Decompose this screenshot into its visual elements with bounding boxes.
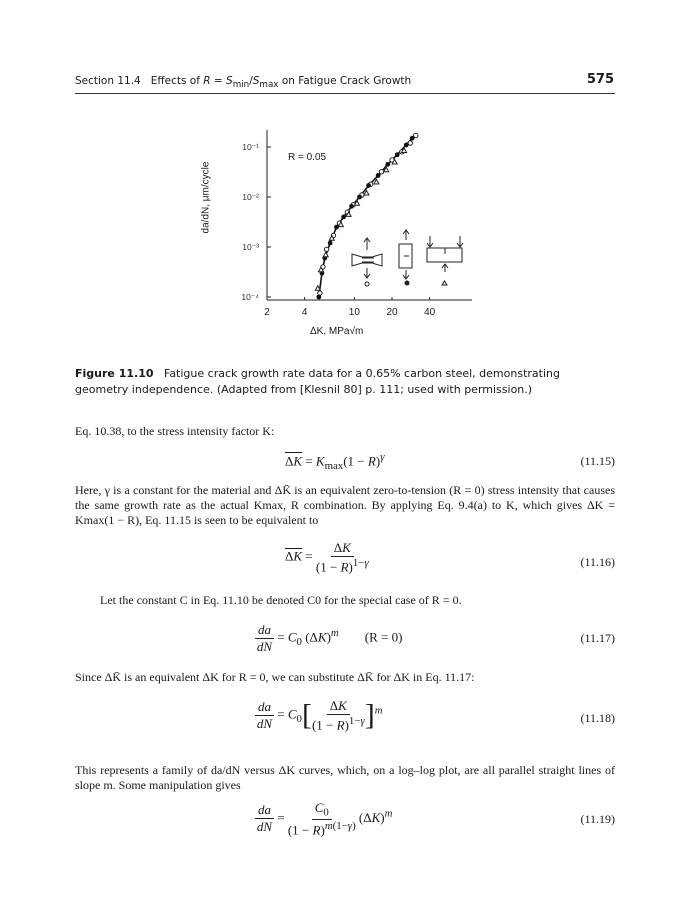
equation-condition: (R = 0): [364, 629, 403, 645]
equation-11-16: ΔK = $\frac{\Delta K}{(1 - R)^{1-\gamma}}$: [285, 540, 369, 575]
x-tick-label: 2: [264, 307, 270, 318]
arrow-down-icon: [403, 270, 409, 279]
header-r: R: [203, 75, 211, 87]
paragraph-1: Eq. 10.38, to the stress intensity factor K:: [75, 424, 275, 438]
specimen-schematics: [352, 230, 463, 286]
data-point-filled-circle: [385, 162, 390, 167]
arrow-down-icon: [457, 236, 463, 247]
header-section-prefix: Section 11.4 Effects of: [75, 75, 204, 87]
paragraph-5: This represents a family of da/dN versus ΔK curves, which, on a log–log plot, are all parallel straight lines of slope m. Some manipulation gives: [75, 763, 615, 792]
header-smax: S: [252, 75, 260, 87]
paragraph-2: Here, γ is a constant for the material and ΔK̄ is an equivalent zero-to-tension (R = 0) stress intensity that causes the same growth rate as the actual Kmax, R combination. By applying Eq. 9.4(a) to K, which gives ΔK = Kmax(1 − R), Eq. 11.15 is seen to be equivalent to: [75, 483, 615, 527]
bend-specimen-icon: [427, 248, 462, 262]
data-point-open-circle: [408, 141, 412, 145]
page-number: 575: [586, 72, 614, 87]
data-point-filled-circle: [395, 152, 400, 157]
data-point-filled-circle: [341, 214, 346, 219]
data-point-filled-circle: [376, 173, 381, 178]
x-axis-label: ΔK, MPa√m: [310, 326, 364, 337]
arrow-up-icon: [442, 264, 448, 272]
x-tick-label: 10: [348, 307, 360, 318]
data-point-filled-circle: [410, 136, 415, 141]
data-point-open-circle: [379, 170, 383, 174]
figure-caption: [75, 366, 605, 398]
equation-number: (11.18): [580, 711, 615, 725]
data-point-filled-circle: [328, 241, 333, 246]
y-tick-label: 10⁻⁴: [241, 292, 259, 302]
y-tick-label: 10⁻²: [242, 192, 259, 202]
arrow-down-icon: [427, 236, 433, 247]
filled-circle-legend-marker: [405, 281, 409, 285]
figure-caption-text: Fatigue crack growth rate data for a 0.65% carbon steel, demonstrating geometry independence. (Adapted from [Klesnil 80] p. 111; used with permission.): [75, 367, 560, 396]
paragraph-3: Let the constant C in Eq. 11.10 be denoted C0 for the special case of R = 0.: [100, 593, 462, 607]
arrow-up-icon: [403, 230, 409, 240]
trend-curve: [319, 138, 412, 297]
center-cracked-specimen-icon: [352, 254, 382, 266]
figure-chart: [0, 0, 690, 360]
header-eq: =: [210, 75, 227, 87]
data-point-filled-circle: [316, 295, 321, 300]
header-smin: S: [226, 75, 233, 87]
x-tick-label: 4: [301, 307, 308, 318]
data-point-open-circle: [318, 291, 322, 295]
equation-11-15: $\Delta K = K_{max}(1 - R)^\gamma$: [285, 451, 385, 472]
data-point-filled-circle: [349, 204, 354, 209]
data-point-filled-circle: [366, 183, 371, 188]
data-point-filled-circle: [357, 195, 362, 200]
open-circle-legend-marker: [365, 282, 369, 286]
data-point-open-triangle: [323, 252, 328, 256]
equation-number: (11.15): [580, 454, 615, 468]
equation-number: (11.16): [580, 555, 615, 569]
header-smax-sub: max: [259, 80, 279, 91]
compact-specimen-icon: [399, 244, 412, 268]
figure-label: Figure 11.10: [75, 367, 154, 380]
chart-annotation: R = 0.05: [288, 152, 327, 163]
open-triangle-legend-marker: [442, 281, 447, 285]
y-tick-label: 10⁻³: [242, 242, 259, 252]
equation-11-19: $\frac{da}{dN}$ = $\frac{C_0}{(1 - R)^{m(1-\gamma)}}$ $(\Delta K)^m$: [256, 800, 393, 837]
y-tick-label: 10⁻¹: [242, 142, 259, 152]
equation-number: (11.17): [580, 631, 615, 645]
data-point-filled-circle: [404, 143, 409, 148]
chart-axes: [241, 130, 472, 318]
equation-number: (11.19): [580, 812, 615, 826]
header-section-suffix: on Fatigue Crack Growth: [278, 75, 412, 87]
equation-11-18: $\frac{da}{dN}$ = $C_0$[ $\frac{\Delta K}{(1 - R)^{1-\gamma}}$ ]$^m$: [256, 698, 383, 733]
header-smin-sub: min: [232, 80, 250, 91]
x-tick-label: 40: [424, 307, 436, 318]
header-slash: /: [249, 75, 253, 87]
x-tick-label: 20: [386, 307, 398, 318]
paragraph-4: Since ΔK̄ is an equivalent ΔK for R = 0, we can substitute ΔK̄ for ΔK in Eq. 11.17:: [75, 670, 475, 684]
y-axis-label: da/dN, μm/cycle: [200, 161, 212, 234]
arrow-down-icon: [364, 268, 370, 278]
arrow-up-icon: [364, 238, 370, 250]
data-point-open-circle: [324, 247, 328, 251]
equation-11-17: $\frac{da}{dN}$ = $C_0$ $(\Delta K)^m$ (R = 0): [256, 622, 403, 654]
